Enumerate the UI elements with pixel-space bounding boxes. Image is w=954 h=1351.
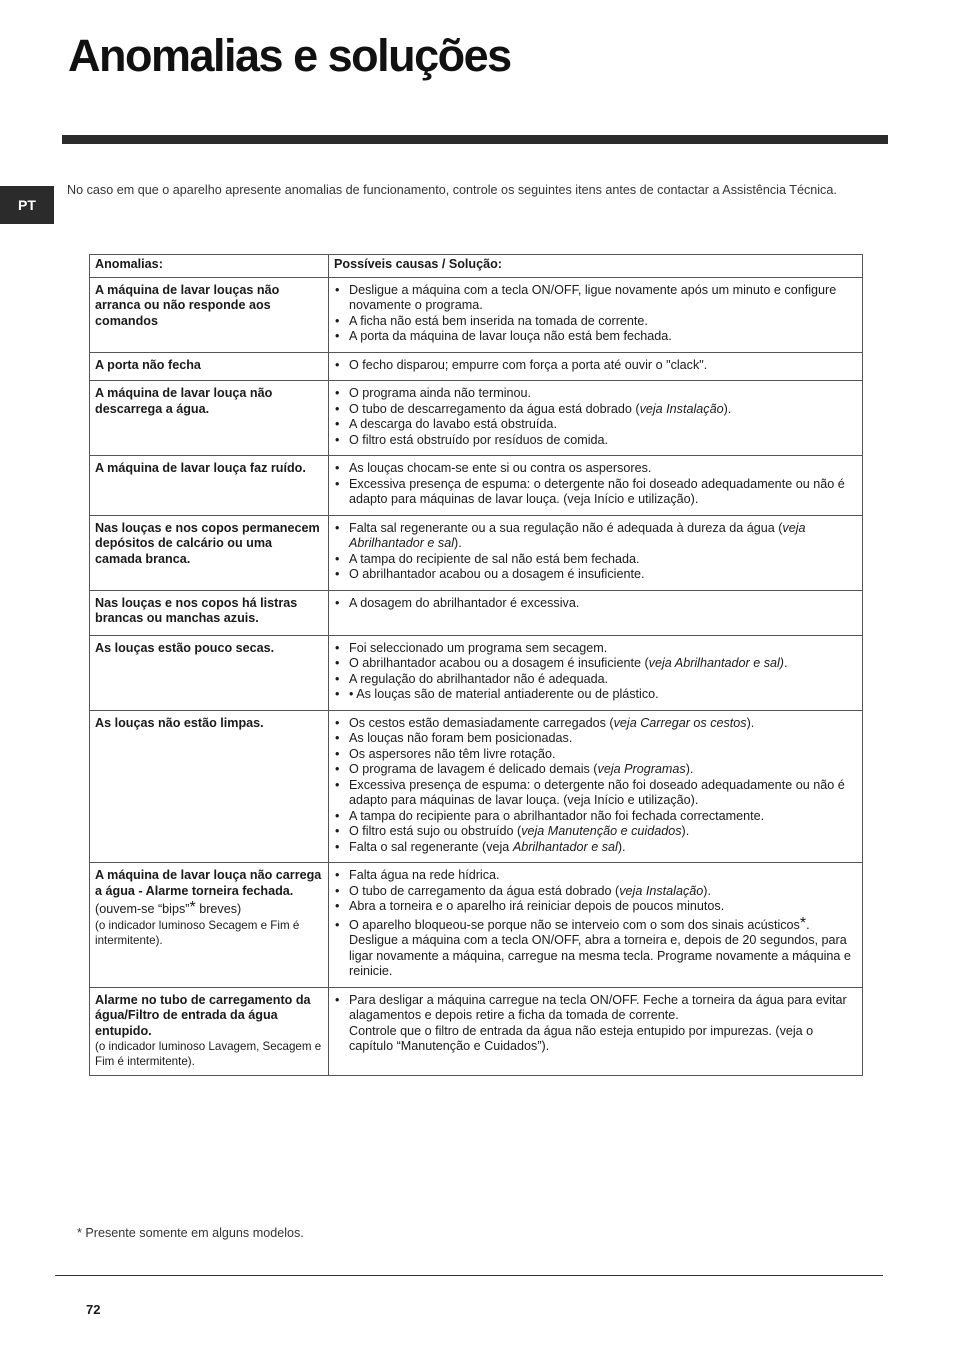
- table-row: [90, 710, 863, 863]
- list-item: • O filtro está obstruído por resíduos de comida.: [333, 433, 856, 449]
- solution-cell: [329, 277, 863, 352]
- anomaly-cell: A máquina de lavar louça faz ruído.: [90, 456, 329, 516]
- list-item: • Excessiva presença de espuma: o detergente não foi doseado adequadamente ou não é adapto para máquinas de lavar louça. (veja Início e utilização).: [333, 778, 856, 809]
- anomaly-title: A máquina de lavar louça não carrega a água - Alarme torneira fechada.: [95, 868, 322, 898]
- list-item: • Foi seleccionado um programa sem secagem.: [333, 641, 856, 657]
- list-item: • A regulação do abrilhantador não é adequada.: [333, 672, 856, 688]
- language-tab: PT: [0, 186, 54, 224]
- anomaly-title: Alarme no tubo de carregamento da água/Filtro de entrada da água entupido.: [95, 992, 311, 1038]
- page-number: 72: [86, 1302, 101, 1317]
- troubleshooting-table: [89, 254, 863, 1076]
- list-item: • A descarga do lavabo está obstruída.: [333, 417, 856, 433]
- list-item: • As louças chocam-se ente si ou contra os aspersores.: [333, 461, 856, 477]
- solution-cell: [329, 987, 863, 1076]
- table-row: [90, 635, 863, 710]
- anomaly-cell: As louças estão pouco secas.: [90, 635, 329, 710]
- list-item: • O abrilhantador acabou ou a dosagem é insuficiente (veja Abrilhantador e sal).: [333, 656, 856, 672]
- footnote: * Presente somente em alguns modelos.: [77, 1226, 304, 1240]
- solution-cell: [329, 635, 863, 710]
- list-item: • Para desligar a máquina carregue na tecla ON/OFF. Feche a torneira da água para evitar alagamentos e depois retire a ficha da tomada de corrente. Controle que o filtro de entrada da água não esteja entupido por impurezas. (veja o capítulo “Manutenção e Cuidados”).: [333, 993, 856, 1055]
- indicator-note: (o indicador luminoso Secagem e Fim é intermitente).: [95, 918, 300, 947]
- list-item: • As louças não foram bem posicionadas.: [333, 731, 856, 747]
- list-item: • Os aspersores não têm livre rotação.: [333, 747, 856, 763]
- page-title: Anomalias e soluções: [68, 30, 511, 81]
- solution-cell: [329, 381, 863, 456]
- list-item: • Excessiva presença de espuma: o detergente não foi doseado adequadamente ou não é adapto para máquinas de lavar louça. (veja Início e utilização).: [333, 477, 856, 508]
- table-row: [90, 456, 863, 516]
- table-row: [90, 352, 863, 381]
- list-item: • A ficha não está bem inserida na tomada de corrente.: [333, 314, 856, 330]
- list-item: • O filtro está sujo ou obstruído (veja Manutenção e cuidados).: [333, 824, 856, 840]
- list-item: • A tampa do recipiente para o abrilhantador não foi fechada correctamente.: [333, 809, 856, 825]
- anomaly-cell: [90, 987, 329, 1076]
- table-row: [90, 590, 863, 635]
- solution-cell: [329, 590, 863, 635]
- list-item: • O programa ainda não terminou.: [333, 386, 856, 402]
- list-item: • A porta da máquina de lavar louça não está bem fechada.: [333, 329, 856, 345]
- title-rule: [62, 135, 888, 144]
- indicator-note: (o indicador luminoso Lavagem, Secagem e Fim é intermitente).: [95, 1040, 322, 1068]
- list-item: • A tampa do recipiente de sal não está bem fechada.: [333, 552, 856, 568]
- list-item: • O programa de lavagem é delicado demais (veja Programas).: [333, 762, 856, 778]
- list-item: • Falta sal regenerante ou a sua regulação não é adequada à dureza da água (veja Abrilhantador e sal).: [333, 521, 856, 552]
- table-header-row: [90, 255, 863, 278]
- solution-cell: [329, 863, 863, 988]
- intro-text: No caso em que o aparelho apresente anomalias de funcionamento, controle os seguintes itens antes de contactar a Assistência Técnica.: [67, 183, 837, 197]
- col-causas: Possíveis causas / Solução:: [329, 255, 863, 278]
- list-item: • O tubo de carregamento da água está dobrado (veja Instalação).: [333, 884, 856, 900]
- footer-rule: [55, 1275, 883, 1276]
- anomaly-cell: Nas louças e nos copos permanecem depósitos de calcário ou uma camada branca.: [90, 515, 329, 590]
- anomaly-cell: A máquina de lavar louças não arranca ou não responde aos comandos: [90, 277, 329, 352]
- list-item: • O aparelho bloqueou-se porque não se interveio com o som dos sinais acústicos*. Desligue a máquina com a tecla ON/OFF, abra a torneira e, depois de 20 segundos, para ligar novamente a máquina, carregue na mesma tecla. Programe novamente a máquina e reinicie.: [333, 918, 856, 980]
- anomaly-note: (ouvem-se “bips”* breves): [95, 899, 242, 916]
- list-item: • O tubo de descarregamento da água está dobrado (veja Instalação).: [333, 402, 856, 418]
- solution-cell: [329, 710, 863, 863]
- list-item: • O abrilhantador acabou ou a dosagem é insuficiente.: [333, 567, 856, 583]
- table-row: [90, 987, 863, 1076]
- anomaly-cell: A máquina de lavar louça não descarrega a água.: [90, 381, 329, 456]
- list-item: • • As louças são de material antiaderente ou de plástico.: [333, 687, 856, 703]
- table-row: [90, 515, 863, 590]
- anomaly-cell: Nas louças e nos copos há listras brancas ou manchas azuis.: [90, 590, 329, 635]
- table-row: [90, 381, 863, 456]
- list-item: • Falta o sal regenerante (veja Abrilhantador e sal).: [333, 840, 856, 856]
- table-row: [90, 277, 863, 352]
- list-item: • A dosagem do abrilhantador é excessiva.: [333, 596, 856, 612]
- anomaly-cell: [90, 863, 329, 988]
- list-item: • Desligue a máquina com a tecla ON/OFF, ligue novamente após um minuto e configure novamente o programa.: [333, 283, 856, 314]
- col-anomalias: Anomalias:: [90, 255, 329, 278]
- list-item: • Falta água na rede hídrica.: [333, 868, 856, 884]
- list-item: • O fecho disparou; empurre com força a porta até ouvir o "clack".: [333, 358, 856, 374]
- anomaly-cell: A porta não fecha: [90, 352, 329, 381]
- list-item: • Abra a torneira e o aparelho irá reiniciar depois de poucos minutos.: [333, 899, 856, 915]
- table-row: [90, 863, 863, 988]
- solution-cell: [329, 352, 863, 381]
- solution-cell: [329, 515, 863, 590]
- list-item: • Os cestos estão demasiadamente carregados (veja Carregar os cestos).: [333, 716, 856, 732]
- anomaly-cell: As louças não estão limpas.: [90, 710, 329, 863]
- solution-cell: [329, 456, 863, 516]
